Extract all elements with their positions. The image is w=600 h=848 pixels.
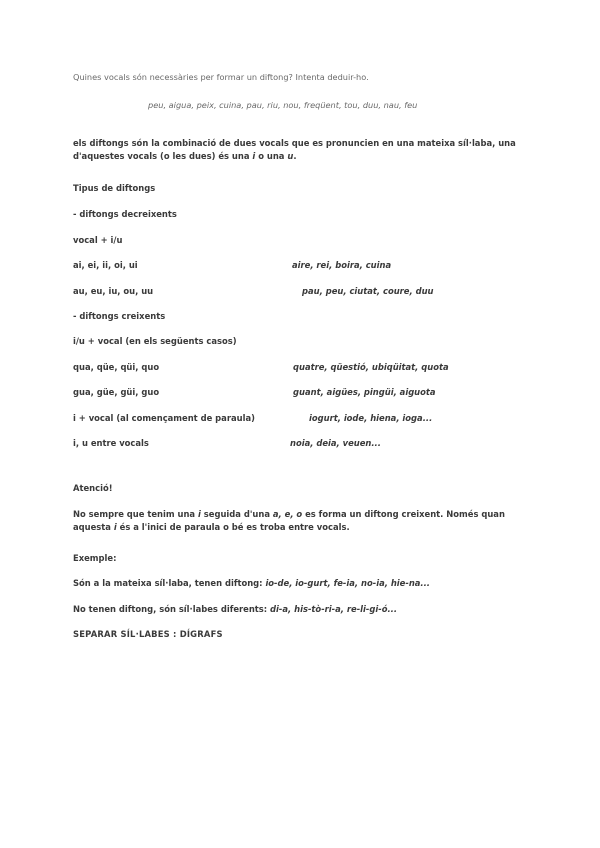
row-left: gua, güe, güi, guo: [73, 387, 160, 397]
word: nou: [283, 100, 299, 110]
word: duu: [362, 100, 379, 110]
decreixents-formula: vocal + i/u: [73, 235, 123, 245]
row-left: i + vocal (al començament de paraula): [73, 413, 255, 423]
row-left: au, eu, iu, ou, uu: [73, 286, 154, 296]
word: peu: [148, 100, 164, 110]
row-left: i, u entre vocals: [73, 438, 149, 448]
exemple-2: No tenen diftong, són síl·labes diferents: di-a, his-tò-ri-a, re-li-gi-ó...: [73, 604, 398, 614]
word-list: peu, aigua, peix, cuina, pau, riu, nou, freqüent, tou, duu, nau, feu: [148, 100, 418, 110]
word: freqüent: [303, 100, 339, 110]
row-right: pau, peu, ciutat, coure, duu: [302, 286, 434, 296]
word: riu: [267, 100, 279, 110]
definition-paragraph: els diftongs són la combinació de dues vocals que es pronuncien en una mateixa síl·laba, una d'aquestes vocals (o les dues) és una i o una u.: [73, 138, 516, 161]
row-right: iogurt, iode, hiena, ioga...: [309, 413, 433, 423]
creixents-heading: - diftongs creixents: [73, 311, 166, 321]
atencio-paragraph: No sempre que tenim una i seguida d'una a, e, o es forma un diftong creixent. Només quan aquesta i és a l'inici de paraula o bé es troba entre vocals.: [73, 509, 505, 532]
row-right: guant, aigües, pingüi, aiguota: [293, 387, 436, 397]
row-left: qua, qüe, qüi, quo: [73, 362, 160, 372]
atencio-heading: Atenció!: [73, 483, 113, 493]
exemple-1: Són a la mateixa síl·laba, tenen diftong: io-de, io-gurt, fe-ia, no-ia, hie-na...: [73, 578, 430, 588]
word: pau: [246, 100, 262, 110]
word: peix: [196, 100, 214, 110]
creixents-formula: i/u + vocal (en els següents casos): [73, 336, 237, 346]
word: tou: [344, 100, 358, 110]
question-text: Quines vocals són necessàries per formar un diftong? Intenta deduir-ho.: [73, 72, 369, 82]
word: nau: [383, 100, 400, 110]
row-right: quatre, qüestió, ubiqüitat, quota: [293, 362, 449, 372]
exemple-heading: Exemple:: [73, 553, 117, 563]
word: feu: [404, 100, 418, 110]
decreixents-heading: - diftongs decreixents: [73, 209, 177, 219]
footer-heading: SEPARAR SÍL·LABES : DÍGRAFS: [73, 629, 223, 639]
row-right: aire, rei, boira, cuina: [292, 260, 392, 270]
word: cuina: [219, 100, 242, 110]
word: aigua: [168, 100, 192, 110]
row-right: noia, deia, veuen...: [290, 438, 381, 448]
row-left: ai, ei, ii, oi, ui: [73, 260, 138, 270]
tipus-heading: Tipus de diftongs: [73, 183, 156, 193]
